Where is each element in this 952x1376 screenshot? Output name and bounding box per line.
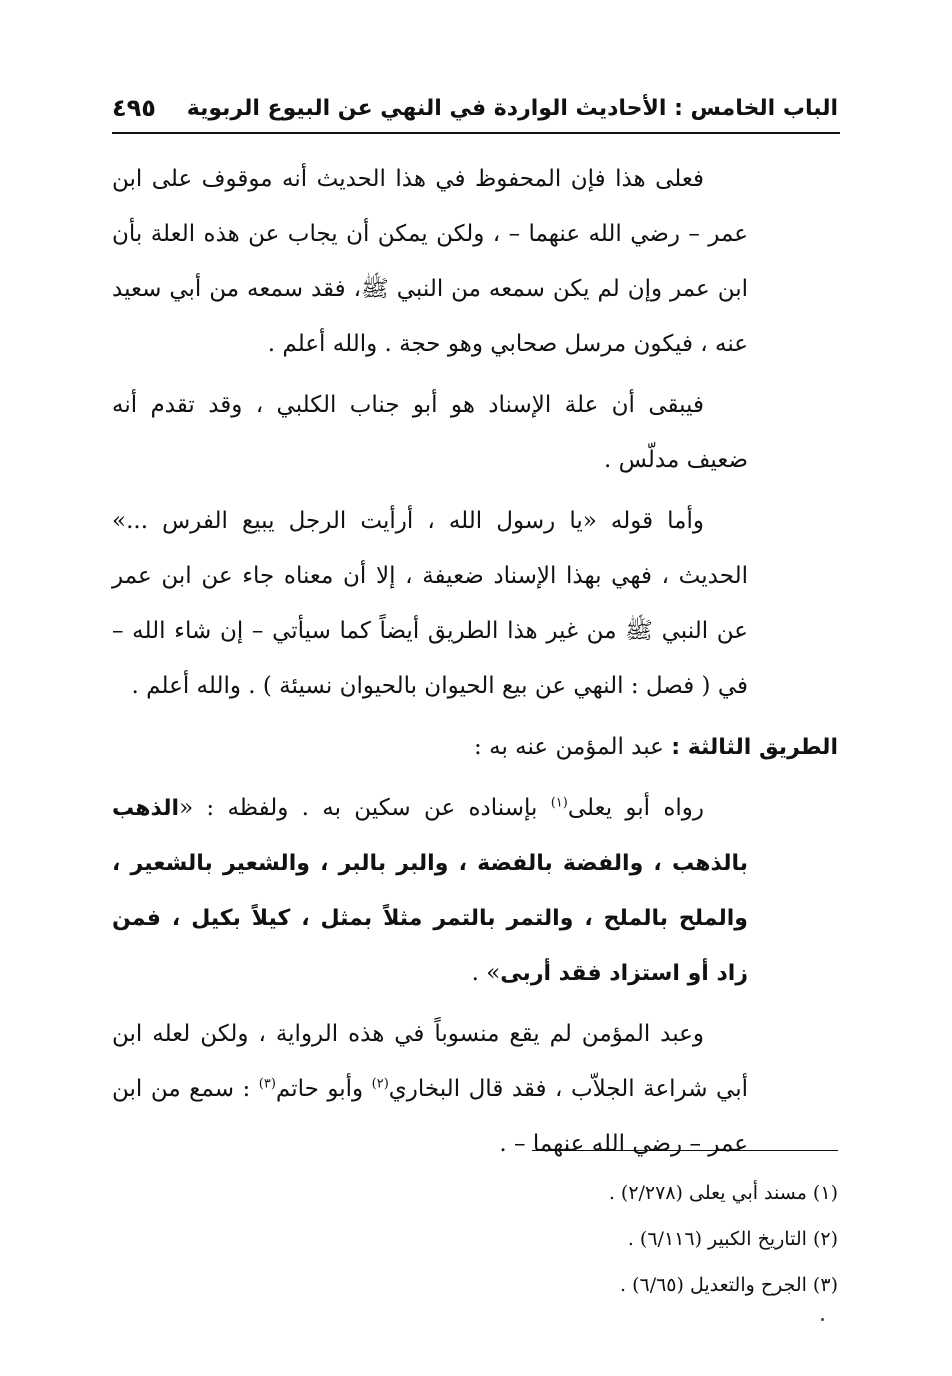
paragraph-5-mid: وأبو حاتم <box>275 1076 372 1102</box>
footnotes <box>238 1170 838 1308</box>
footnote-2: (٢) التاريخ الكبير (٦/١١٦) . <box>627 1228 838 1250</box>
section-heading-label: الطريق الثالثة : <box>671 735 838 760</box>
chapter-title: الباب الخامس : الأحاديث الواردة في النهي عن البيوع الربوية <box>186 96 838 121</box>
footnote-1: (١) مسند أبي يعلى (٢/٢٧٨) . <box>608 1182 838 1204</box>
footnote-ref-2: (٢) <box>371 1076 389 1092</box>
main-text <box>112 152 838 1178</box>
running-header <box>112 92 838 132</box>
paragraph-4-end: » . <box>471 960 501 986</box>
paragraph-1: فعلى هذا فإن المحفوظ في هذا الحديث أنه موقوف على ابن عمر – رضي الله عنهما – ، ولكن يمكن أن يجاب عن هذه العلة بأن ابن عمر وإن لم يكن سمعه من النبي ﷺ، فقد سمعه من أبي سعيد عنه ، فيكون مرسل صحابي وهو حجة . والله أعلم . <box>112 166 748 357</box>
paragraph-5-start: وعبد المؤمن لم يقع منسوباً في هذه الرواية ، ولكن لعله ابن أبي شراعة الجلاّب ، فقد قال البخاري <box>112 1021 748 1102</box>
section-heading-text: عبد المؤمن عنه به : <box>474 734 672 760</box>
footnote-divider <box>532 1150 838 1151</box>
hadith-quote: الذهب بالذهب ، والفضة بالفضة ، والبر بالبر ، والشعير بالشعير ، والملح بالملح ، والتمر بالتمر مثلاً بمثل ، كيلاً بكيل ، فمن زاد أو استزاد فقد أربى <box>112 796 748 986</box>
footnote-3: (٣) الجرح والتعديل (٦/٦٥) . <box>620 1274 838 1296</box>
page-number: ٤٩٥ <box>112 94 156 122</box>
paragraph-2: فيبقى أن علة الإسناد هو أبو جناب الكلبي ، وقد تقدم أنه ضعيف مدلّس . <box>112 392 748 473</box>
section-heading <box>112 720 838 775</box>
footnote-ref-1: (١) <box>550 795 568 811</box>
paragraph-5-end: : سمع من ابن عمر – رضي الله عنهما – . <box>112 1076 748 1157</box>
paragraph-5 <box>112 1007 748 1172</box>
footnote-ref-3: (٣) <box>258 1076 276 1092</box>
paragraph-3: وأما قوله «يا رسول الله ، أرأيت الرجل يبيع الفرس ...» الحديث ، فهي بهذا الإسناد ضعيفة ، إلا أن معناه جاء عن ابن عمر عن النبي ﷺ من غير هذا الطريق أيضاً كما سيأتي – إن شاء الله – في ( فصل : النهي عن بيع الحيوان بالحيوان نسيئة ) . والله أعلم . <box>112 508 748 699</box>
header-divider <box>112 132 840 134</box>
paragraph-4-start: رواه أبو يعلى <box>567 795 704 821</box>
paragraph-4 <box>112 781 748 1001</box>
paragraph-4-mid: بإسناده عن سكين به . ولفظه : « <box>179 795 551 821</box>
page-speck <box>821 1318 824 1321</box>
